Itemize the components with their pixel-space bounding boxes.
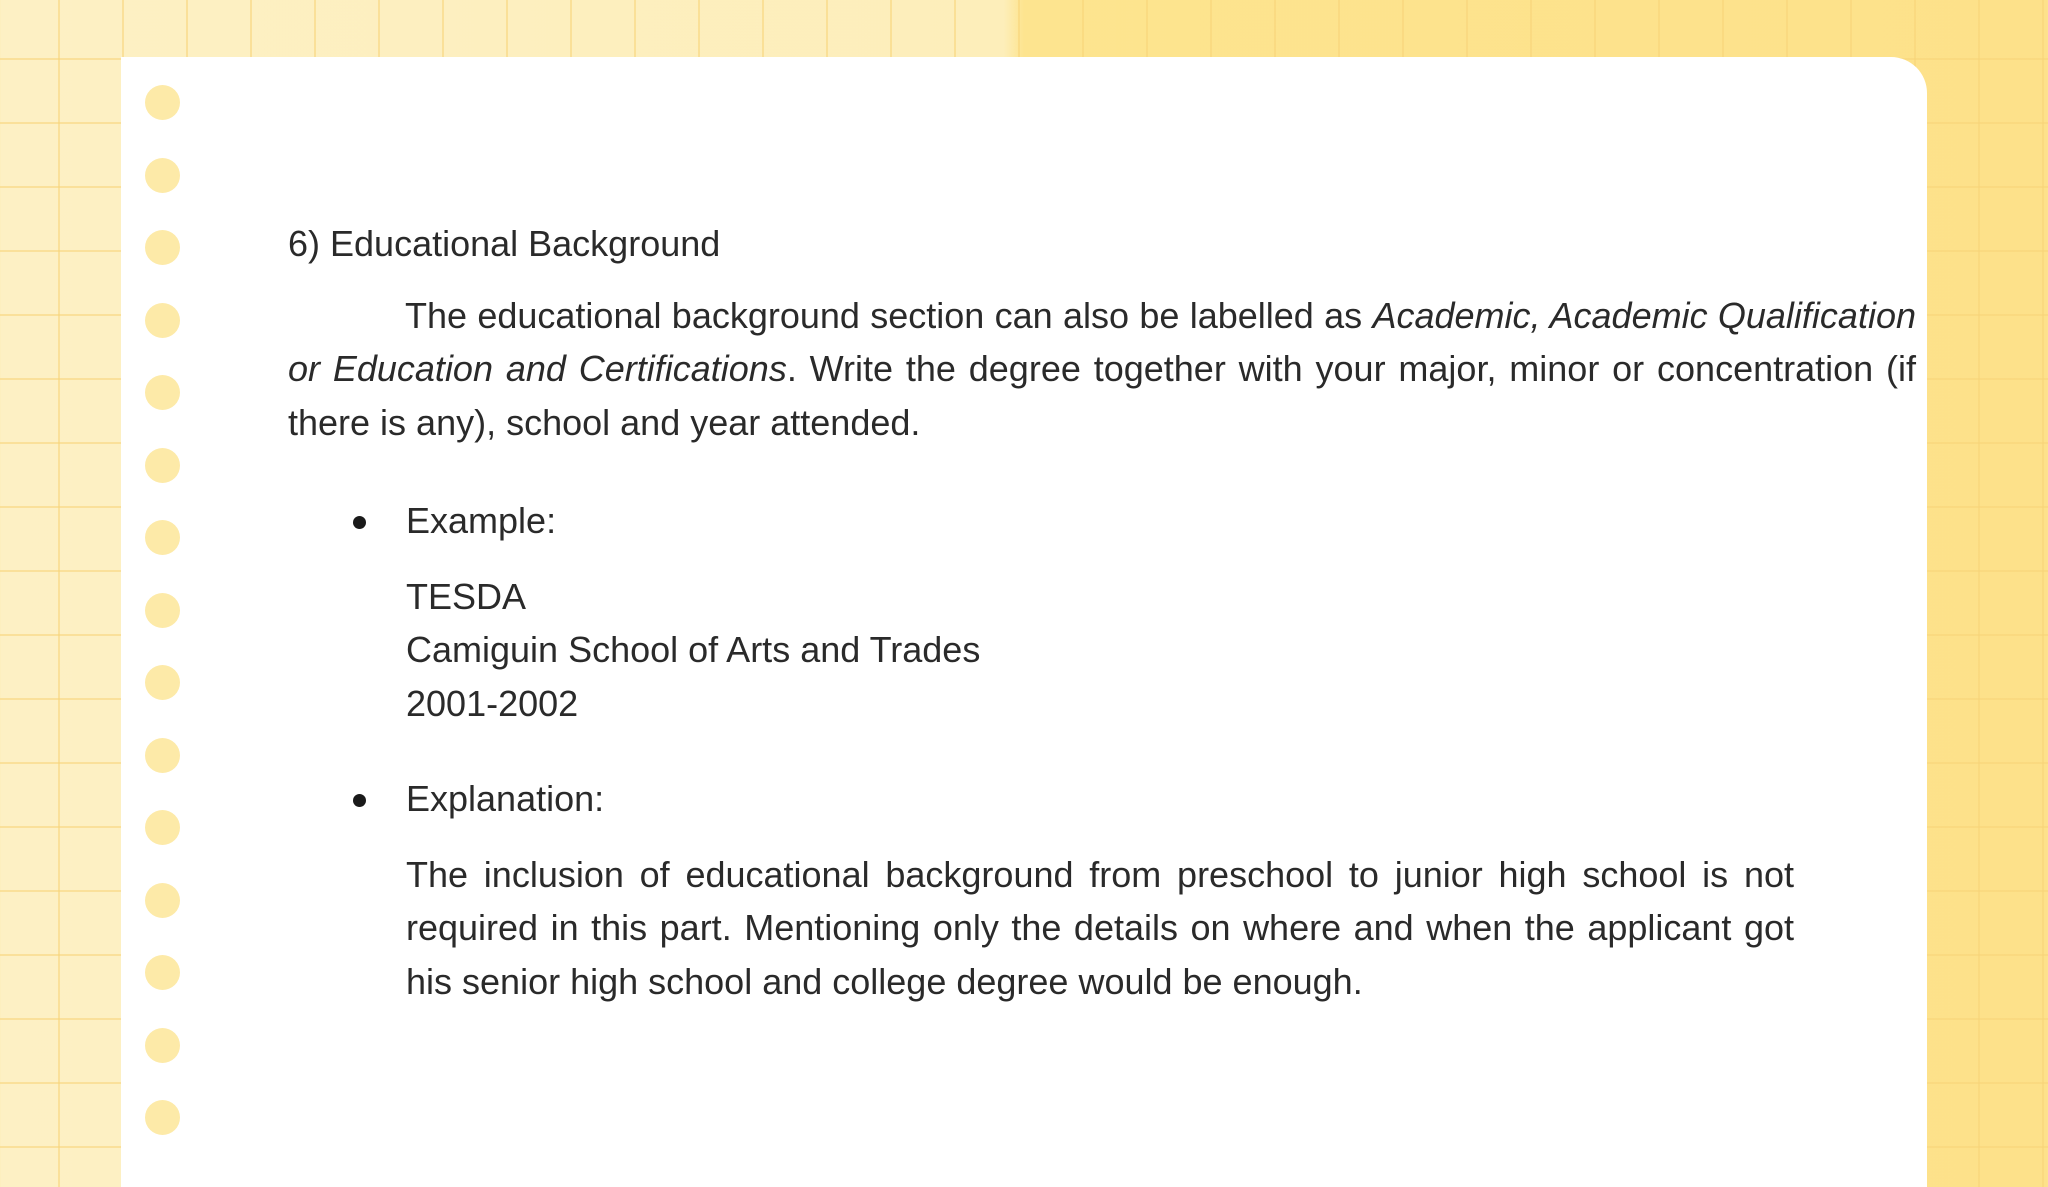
intro-tail-text: . Write the degree together with your major, minor or concentration (if there is any), school and year attended. <box>288 348 1917 443</box>
binder-holes <box>145 85 181 1173</box>
bullet-dot-icon <box>353 516 366 529</box>
example-details <box>406 570 1916 731</box>
binder-hole <box>145 593 180 628</box>
example-line: TESDA <box>406 575 527 617</box>
explanation-text: The inclusion of educational background from preschool to junior high school is not required in this part. Mentioning only the details on where and when the applicant got his senior high school and college degree would be enough. <box>406 853 1794 1002</box>
binder-hole <box>145 303 180 338</box>
binder-hole <box>145 520 180 555</box>
intro-paragraph <box>288 289 1916 450</box>
document-content <box>288 217 1916 1008</box>
binder-hole <box>145 1100 180 1135</box>
example-line: Camiguin School of Arts and Trades <box>406 629 981 670</box>
binder-hole <box>145 955 180 990</box>
example-bullet <box>288 494 1916 730</box>
intro-lead-text: The educational background section can also be labelled as <box>405 294 1373 336</box>
bullet-dot-icon <box>353 794 366 807</box>
binder-hole <box>145 158 180 193</box>
binder-hole <box>145 883 180 918</box>
binder-hole <box>145 230 180 265</box>
binder-hole <box>145 1028 180 1063</box>
binder-hole <box>145 810 180 845</box>
example-line: 2001-2002 <box>406 682 579 724</box>
binder-hole <box>145 738 180 773</box>
binder-hole <box>145 665 180 700</box>
intro-italic-text: Academic, Academic Qualification or Education and Certifications <box>288 294 1916 389</box>
bullet-list <box>288 494 1916 1008</box>
explanation-label: Explanation: <box>406 778 605 819</box>
notebook-paper <box>121 57 1927 1187</box>
section-heading: 6) Educational Background <box>288 223 721 264</box>
binder-hole <box>145 375 180 410</box>
explanation-bullet <box>288 772 1916 1008</box>
binder-hole <box>145 448 180 483</box>
binder-hole <box>145 85 180 120</box>
example-label: Example: <box>406 500 557 541</box>
